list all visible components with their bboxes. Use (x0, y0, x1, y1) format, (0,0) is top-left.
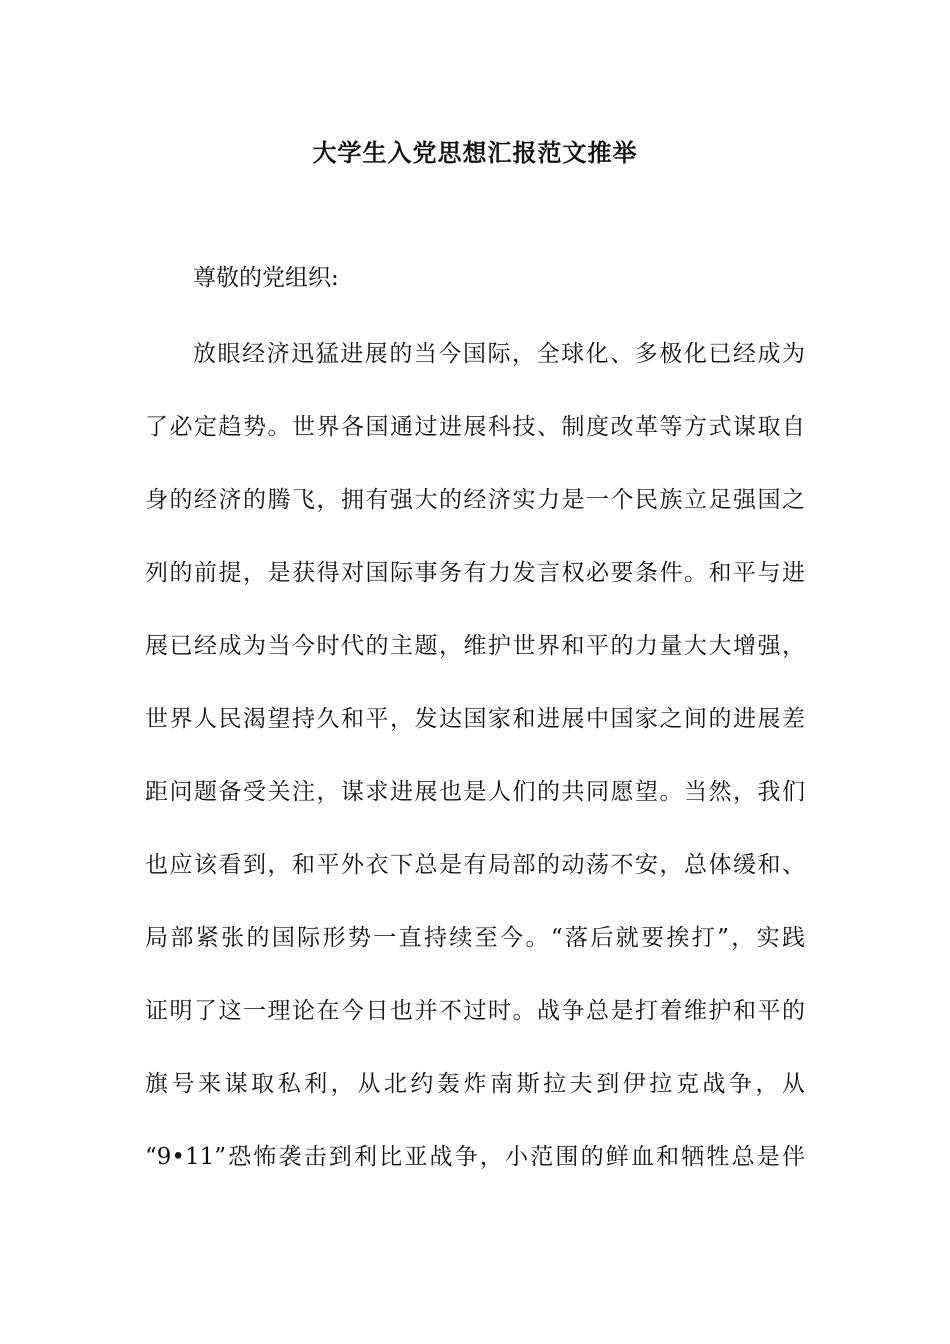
body-line: 放眼经济迅猛进展的当今国际，全球化、多极化已经成为 (193, 341, 805, 367)
body-line: 了必定趋势。世界各国通过进展科技、制度改革等方式谋取自 (145, 414, 805, 440)
body-line: 展已经成为当今时代的主题，维护世界和平的力量大大增强， (145, 633, 805, 659)
body-line: 身的经济的腾飞，拥有强大的经济实力是一个民族立足强国之 (145, 487, 805, 513)
body-line: “9•11”恐怖袭击到利比亚战争，小范围的鲜血和牺牲总是伴 (145, 1144, 805, 1170)
body-line: 也应该看到，和平外衣下总是有局部的动荡不安，总体缓和、 (145, 852, 805, 878)
body-line: 距问题备受关注，谋求进展也是人们的共同愿望。当然，我们 (145, 779, 805, 805)
body-line: 列的前提，是获得对国际事务有力发言权必要条件。和平与进 (145, 560, 805, 586)
body-line: 世界人民渴望持久和平，发达国家和进展中国家之间的进展差 (145, 706, 805, 732)
body-line: 旗号来谋取私利，从北约轰炸南斯拉夫到伊拉克战争，从 (145, 1071, 805, 1097)
document-title: 大学生入党思想汇报范文推举 (312, 138, 638, 167)
salutation: 尊敬的党组织: (193, 265, 339, 291)
body-line: 局部紧张的国际形势一直持续至今。“落后就要挨打”，实践 (145, 925, 805, 951)
body-line: 证明了这一理论在今日也并不过时。战争总是打着维护和平的 (145, 998, 805, 1024)
